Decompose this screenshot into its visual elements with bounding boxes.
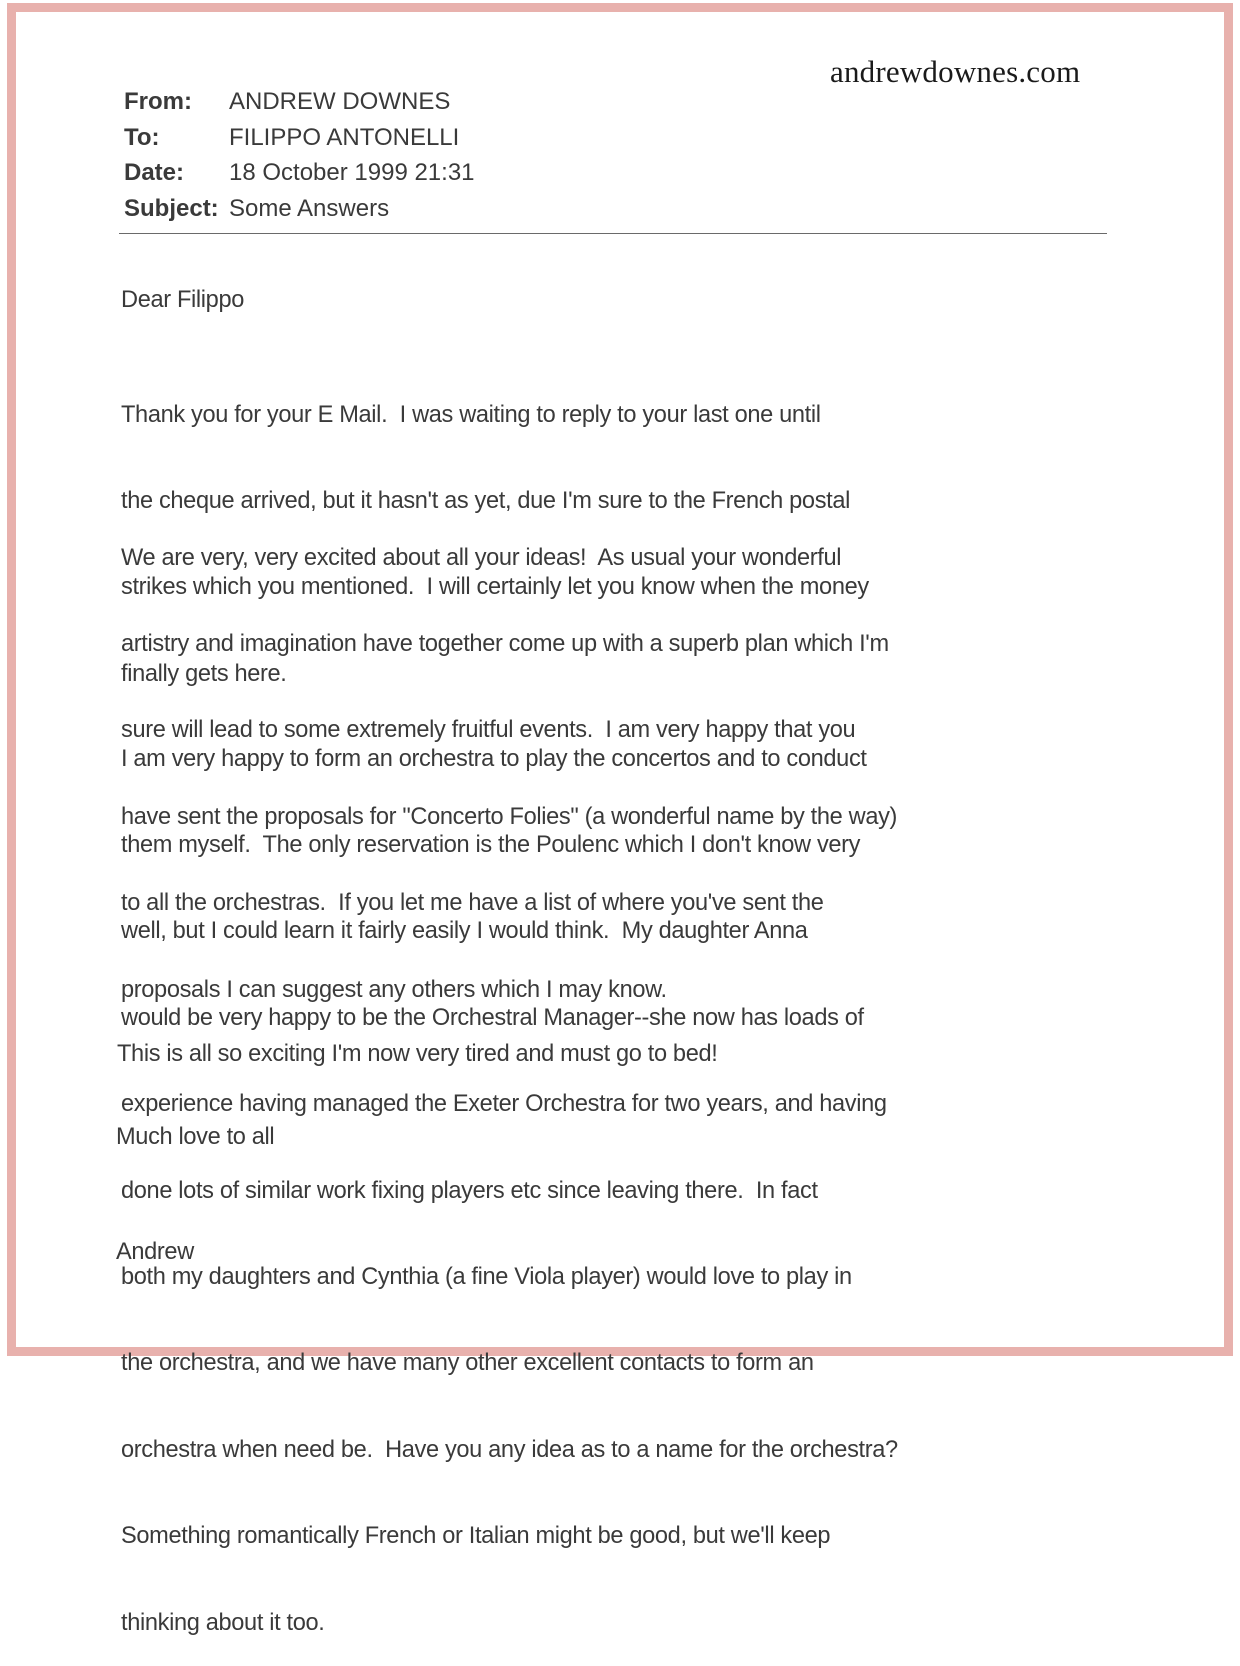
paragraph-line: thinking about it too. <box>121 1609 325 1636</box>
paragraph-line: both my daughters and Cynthia (a fine Viola player) would love to play in <box>121 1263 852 1290</box>
closing: Much love to all <box>116 1124 275 1150</box>
date-label: Date: <box>124 159 185 186</box>
paragraph-line: done lots of similar work fixing players etc since leaving there. In fact <box>121 1177 818 1204</box>
header-divider <box>119 233 1107 234</box>
subject-label: Subject: <box>124 195 219 222</box>
paragraph-line: well, but I could learn it fairly easily I would think. My daughter Anna <box>121 918 808 945</box>
paragraph-line: finally gets here. <box>121 660 287 687</box>
paragraph-line: proposals I can suggest any others which I may know. <box>121 976 667 1003</box>
from-row <box>124 88 450 116</box>
paragraph-line: I am very happy to form an orchestra to play the concertos and to conduct <box>121 745 867 772</box>
paragraph-3 <box>121 687 898 1666</box>
to-value: FILIPPO ANTONELLI <box>229 124 460 151</box>
paragraph-line: Something romantically French or Italian might be good, but we'll keep <box>121 1523 831 1550</box>
greeting: Dear Filippo <box>121 287 244 313</box>
paragraph-line: sure will lead to some extremely fruitful events. I am very happy that you <box>121 717 856 744</box>
paragraph-line: them myself. The only reservation is the Poulenc which I don't know very <box>121 831 861 858</box>
paragraph-line: We are very, very excited about all your ideas! As usual your wonderful <box>121 544 842 571</box>
paragraph-line: orchestra when need be. Have you any idea as to a name for the orchestra? <box>121 1436 898 1463</box>
website-header: andrewdownes.com <box>830 54 1081 89</box>
paragraph-line: would be very happy to be the Orchestral Manager--she now has loads of <box>121 1004 864 1031</box>
paragraph-line: artistry and imagination have together come up with a superb plan which I'm <box>121 630 889 657</box>
date-value: 18 October 1999 21:31 <box>229 159 475 186</box>
paragraph-line: the orchestra, and we have many other excellent contacts to form an <box>121 1350 814 1377</box>
signature: Andrew <box>116 1239 194 1265</box>
to-row <box>124 124 459 152</box>
to-label: To: <box>124 124 160 151</box>
paragraph-4: This is all so exciting I'm now very tired and must go to bed! <box>117 1041 718 1067</box>
paragraph-line: to all the orchestras. If you let me have a list of where you've sent the <box>121 890 824 917</box>
paragraph-line: strikes which you mentioned. I will certainly let you know when the money <box>121 574 869 601</box>
subject-row <box>124 195 389 223</box>
date-row <box>124 159 475 187</box>
paragraph-line: have sent the proposals for "Concerto Folies" (a wonderful name by the way) <box>121 803 898 830</box>
subject-value: Some Answers <box>229 195 390 222</box>
from-label: From: <box>124 88 192 115</box>
from-value: ANDREW DOWNES <box>229 88 451 115</box>
paragraph-line: the cheque arrived, but it hasn't as yet, due I'm sure to the French postal <box>121 487 851 514</box>
paragraph-line: Thank you for your E Mail. I was waiting to reply to your last one until <box>121 401 821 428</box>
paragraph-line: experience having managed the Exeter Orchestra for two years, and having <box>121 1091 887 1118</box>
